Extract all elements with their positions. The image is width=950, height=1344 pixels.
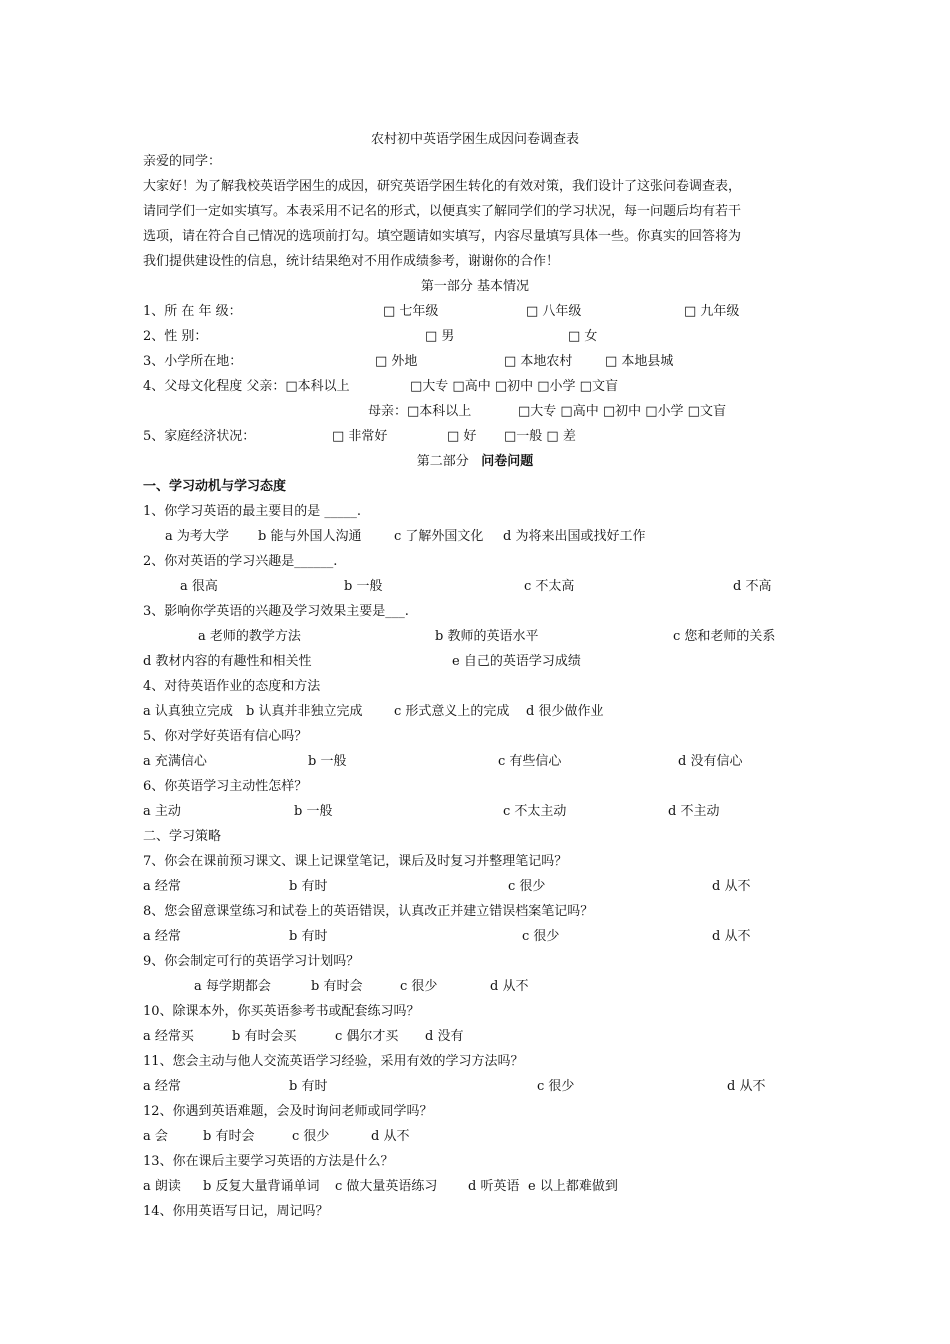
- answer-option[interactable]: c 很少: [292, 1129, 330, 1144]
- answer-option[interactable]: d 从不: [712, 929, 751, 944]
- answer-option[interactable]: a 朗读: [143, 1179, 181, 1194]
- answer-option[interactable]: a 很高: [180, 579, 218, 594]
- checkbox-option[interactable]: □ 七年级: [383, 304, 439, 319]
- question: 8、您会留意课堂练习和试卷上的英语错误，认真改正并建立错误档案笔记吗？: [143, 904, 594, 919]
- answer-option[interactable]: a 主动: [143, 804, 181, 819]
- intro-line: 大家好！为了解我校英语学困生的成因，研究英语学困生转化的有效对策，我们设计了这张问卷调查表，: [143, 179, 742, 194]
- answer-option[interactable]: d 没有信心: [678, 754, 743, 769]
- answer-option[interactable]: d 不高: [733, 579, 772, 594]
- question: 7、你会在课前预习课文、课上记课堂笔记，课后及时复习并整理笔记吗？: [143, 854, 568, 869]
- question: 4、对待英语作业的态度和方法: [143, 679, 321, 694]
- part1-heading: 第一部分 基本情况: [420, 279, 530, 294]
- part1-row-label: 母亲：□本科以上: [368, 404, 472, 419]
- answer-option[interactable]: c 很少: [400, 979, 438, 994]
- answer-option[interactable]: b 一般: [344, 579, 383, 594]
- checkbox-option[interactable]: □大专 □高中 □初中 □小学 □文盲: [518, 404, 726, 419]
- answer-option[interactable]: e 自己的英语学习成绩: [452, 654, 581, 669]
- answer-option[interactable]: d 为将来出国或找好工作: [503, 529, 646, 544]
- checkbox-option[interactable]: □ 男: [425, 329, 455, 344]
- checkbox-option[interactable]: □ 非常好: [332, 429, 388, 444]
- answer-option[interactable]: a 认真独立完成: [143, 704, 233, 719]
- answer-option[interactable]: a 每学期都会: [194, 979, 271, 994]
- intro-line: 请同学们一定如实填写。本表采用不记名的形式，以便真实了解同学们的学习状况，每一问题后均有若干: [143, 204, 742, 219]
- answer-option[interactable]: b 有时: [289, 929, 328, 944]
- answer-option[interactable]: b 有时: [289, 1079, 328, 1094]
- question: 2、你对英语的学习兴趣是______.: [143, 554, 338, 569]
- answer-option[interactable]: c 偶尔才买: [335, 1029, 399, 1044]
- checkbox-option[interactable]: □ 好: [447, 429, 477, 444]
- question: 11、您会主动与他人交流英语学习经验，采用有效的学习方法吗？: [143, 1054, 524, 1069]
- part1-row-label: 3、小学所在地：: [143, 354, 243, 369]
- checkbox-option[interactable]: □ 九年级: [684, 304, 740, 319]
- answer-option[interactable]: c 形式意义上的完成: [394, 704, 510, 719]
- answer-option[interactable]: b 反复大量背诵单词: [203, 1179, 320, 1194]
- answer-option[interactable]: b 能与外国人沟通: [258, 529, 362, 544]
- checkbox-option[interactable]: □ 本地县城: [605, 354, 674, 369]
- part2-heading-prefix: 第二部分: [416, 454, 469, 469]
- answer-option[interactable]: b 有时会买: [232, 1029, 297, 1044]
- question: 1、你学习英语的最主要目的是 _____.: [143, 504, 362, 519]
- question: 6、你英语学习主动性怎样？: [143, 779, 308, 794]
- answer-option[interactable]: a 经常: [143, 929, 181, 944]
- answer-option[interactable]: a 充满信心: [143, 754, 207, 769]
- answer-option[interactable]: d 教材内容的有趣性和相关性: [143, 654, 312, 669]
- answer-option[interactable]: c 不太主动: [503, 804, 567, 819]
- answer-option[interactable]: a 经常买: [143, 1029, 194, 1044]
- answer-option[interactable]: a 为考大学: [165, 529, 229, 544]
- question: 12、你遇到英语难题，会及时询问老师或同学吗？: [143, 1104, 433, 1119]
- document-title: 农村初中英语学困生成因问卷调查表: [370, 132, 579, 147]
- answer-option[interactable]: c 做大量英语练习: [335, 1179, 438, 1194]
- greeting: 亲爱的同学：: [143, 154, 222, 169]
- answer-option[interactable]: b 有时: [289, 879, 328, 894]
- answer-option[interactable]: d 很少做作业: [526, 704, 604, 719]
- answer-option[interactable]: d 听英语: [468, 1179, 520, 1194]
- question: 3、影响你学英语的兴趣及学习效果主要是___.: [143, 604, 409, 619]
- answer-option[interactable]: c 很少: [537, 1079, 575, 1094]
- answer-option[interactable]: c 了解外国文化: [394, 529, 484, 544]
- answer-option[interactable]: a 老师的教学方法: [198, 629, 301, 644]
- question: 5、你对学好英语有信心吗？: [143, 729, 308, 744]
- question: 13、你在课后主要学习英语的方法是什么？: [143, 1154, 394, 1169]
- answer-option[interactable]: a 会: [143, 1129, 168, 1144]
- answer-option[interactable]: d 没有: [425, 1029, 464, 1044]
- answer-option[interactable]: d 从不: [371, 1129, 410, 1144]
- answer-option[interactable]: b 有时会: [311, 979, 363, 994]
- answer-option[interactable]: c 很少: [522, 929, 560, 944]
- answer-option[interactable]: c 有些信心: [498, 754, 562, 769]
- intro-line: 选项，请在符合自己情况的选项前打勾。填空题请如实填写，内容尽量填写具体一些。你真实的回答将为: [143, 229, 742, 244]
- question: 14、你用英语写日记，周记吗？: [143, 1204, 329, 1219]
- part1-row-label: 2、性 别：: [143, 329, 208, 344]
- answer-option[interactable]: c 很少: [508, 879, 546, 894]
- answer-option[interactable]: b 有时会: [203, 1129, 255, 1144]
- answer-option[interactable]: b 一般: [308, 754, 347, 769]
- answer-option[interactable]: a 经常: [143, 879, 181, 894]
- intro-line: 我们提供建设性的信息，统计结果绝对不用作成绩参考，谢谢你的合作！: [143, 254, 560, 269]
- answer-option[interactable]: e 以上都难做到: [528, 1179, 618, 1194]
- part1-row-label: 1、所 在 年 级：: [143, 304, 242, 319]
- answer-option[interactable]: c 不太高: [524, 579, 575, 594]
- answer-option[interactable]: d 不主动: [668, 804, 720, 819]
- part1-row-label: 4、父母文化程度 父亲：□本科以上: [143, 379, 350, 394]
- question: 9、你会制定可行的英语学习计划吗？: [143, 954, 360, 969]
- part2-heading: [0, 453, 950, 471]
- section-heading: 二、学习策略: [143, 829, 222, 844]
- checkbox-option[interactable]: □ 本地农村: [504, 354, 573, 369]
- answer-option[interactable]: d 从不: [727, 1079, 766, 1094]
- checkbox-option[interactable]: □ 八年级: [526, 304, 582, 319]
- answer-option[interactable]: d 从不: [490, 979, 529, 994]
- question: 10、除课本外，你买英语参考书或配套练习吗？: [143, 1004, 420, 1019]
- answer-option[interactable]: c 您和老师的关系: [673, 629, 776, 644]
- answer-option[interactable]: d 从不: [712, 879, 751, 894]
- section-heading: 一、学习动机与学习态度: [143, 479, 287, 494]
- checkbox-option[interactable]: □ 女: [568, 329, 598, 344]
- part1-row-label: 5、家庭经济状况：: [143, 429, 256, 444]
- answer-option[interactable]: b 教师的英语水平: [435, 629, 539, 644]
- answer-option[interactable]: b 一般: [294, 804, 333, 819]
- answer-option[interactable]: b 认真并非独立完成: [246, 704, 363, 719]
- checkbox-option[interactable]: □一般 □ 差: [504, 429, 576, 444]
- checkbox-option[interactable]: □大专 □高中 □初中 □小学 □文盲: [410, 379, 618, 394]
- part2-heading-bold: 问卷问题: [481, 454, 534, 469]
- answer-option[interactable]: a 经常: [143, 1079, 181, 1094]
- checkbox-option[interactable]: □ 外地: [375, 354, 418, 369]
